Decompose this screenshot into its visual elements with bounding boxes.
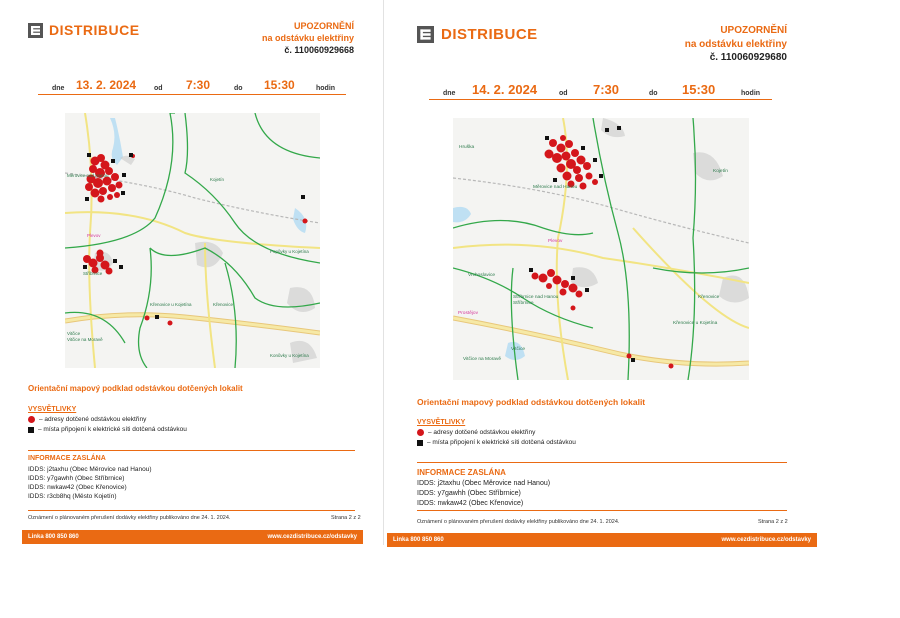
- legend-connection-text: – místa připojení k elektrické síti dotčená odstávkou: [38, 426, 187, 433]
- notice-number: č. 110060929668: [284, 45, 354, 56]
- map-label: Stříbrnice: [513, 301, 534, 306]
- legend-address-text: – adresy dotčené odstávkou elektřiny: [39, 416, 147, 423]
- map-label: Hruška: [459, 145, 475, 150]
- logo-text: DISTRIBUCE: [49, 22, 140, 38]
- idds-line: IDDS: y7gawhh (Obec Stříbrnice): [28, 475, 125, 483]
- notice-number: č. 110060929680: [709, 52, 787, 63]
- outage-date-row: [38, 77, 346, 95]
- outage-notice-page-1: [0, 0, 380, 560]
- map-label: Vitčice na Moravě: [67, 337, 103, 342]
- footer-bar: [22, 530, 363, 544]
- label-hours: hodin: [316, 85, 336, 92]
- label-to: do: [234, 85, 243, 92]
- map-label: Vitčice: [511, 347, 526, 352]
- legend-title: VYSVĚTLIVKY: [417, 419, 466, 426]
- cez-distribuce-logo: [417, 26, 538, 43]
- outage-date: 13. 2. 2024: [76, 78, 137, 92]
- map-label: Vrchoslavice: [468, 273, 496, 278]
- map-label: Křenovice: [213, 302, 234, 307]
- outage-map-image: [453, 118, 749, 380]
- map-label: Stříbrnice: [83, 271, 103, 276]
- outage-map-image: [65, 113, 320, 368]
- label-from: od: [154, 85, 163, 92]
- label-to: do: [649, 90, 658, 97]
- legend-address-text: – adresy dotčené odstávkou elektřiny: [428, 429, 536, 436]
- legend-connection: [28, 426, 187, 433]
- red-dot-icon: [28, 416, 35, 423]
- label-day: dne: [443, 90, 456, 97]
- red-dot-icon: [417, 429, 424, 436]
- map-label: Konůvky u Kojetína: [270, 353, 309, 358]
- page-separator: [383, 0, 384, 545]
- logo-text: DISTRIBUCE: [441, 26, 538, 43]
- footer-bar: [387, 533, 817, 547]
- legend-address: [417, 429, 535, 436]
- notice-subtitle: na odstávku elektřiny: [684, 38, 787, 50]
- map-label: Prostějov: [458, 311, 478, 316]
- outage-date: 14. 2. 2024: [472, 82, 538, 97]
- map-label: Plevov: [548, 239, 563, 244]
- idds-line: IDDS: j2taxhu (Obec Měrovice nad Hanou): [28, 466, 152, 473]
- map-label: Kojetín: [713, 169, 728, 174]
- publication-note: Oznámení o plánovaném přerušení dodávky elektřiny publikováno dne 24. 1. 2024.: [28, 515, 231, 521]
- cez-logo-icon: [417, 26, 434, 43]
- idds-line: IDDS: nwkaw42 (Obec Křenovice): [28, 484, 127, 492]
- idds-list: [28, 465, 152, 501]
- legend-connection: [417, 439, 576, 446]
- footer-web-link[interactable]: www.cezdistribuce.cz/odstavky: [267, 534, 357, 540]
- label-day: dne: [52, 85, 65, 92]
- map-label: Měrovice nad Hanou: [67, 173, 109, 178]
- map-label: Plevov: [87, 233, 101, 238]
- notice-subtitle: na odstávku elektřiny: [261, 33, 354, 44]
- divider: [417, 510, 787, 511]
- map-label: Křenovice: [698, 295, 720, 300]
- idds-line: IDDS: y7gawhh (Obec Stříbrnice): [417, 489, 521, 497]
- idds-line: IDDS: nwkaw42 (Obec Křenovice): [417, 499, 524, 507]
- notice-title: UPOZORNĚNÍ: [293, 21, 354, 31]
- cez-logo-icon: [28, 23, 43, 38]
- outage-time-from: 7:30: [593, 82, 620, 97]
- map-label: Kojetín: [210, 177, 225, 182]
- map-label: Popůvky u Kojetína: [270, 249, 309, 254]
- divider: [28, 510, 355, 511]
- idds-list: [417, 479, 550, 508]
- outage-map: [65, 113, 320, 368]
- black-square-icon: [417, 440, 423, 446]
- publication-note: Oznámení o plánovaném přerušení dodávky elektřiny publikováno dne 24. 1. 2024.: [417, 519, 620, 525]
- hotline-phone: Linka 800 850 860: [28, 534, 79, 540]
- label-from: od: [559, 90, 568, 97]
- notice-header: [685, 24, 787, 65]
- divider: [417, 462, 787, 463]
- notice-title: UPOZORNĚNÍ: [720, 25, 787, 36]
- outage-date-row: [429, 82, 772, 100]
- map-label: Vitčice: [67, 331, 81, 336]
- divider: [28, 450, 355, 451]
- info-title: INFORMACE ZASLÁNA: [28, 455, 106, 462]
- footer-web-link[interactable]: www.cezdistribuce.cz/odstavky: [721, 537, 811, 543]
- map-label: Křenovice u Kojetína: [150, 302, 192, 307]
- outage-time-to: 15:30: [682, 82, 716, 97]
- page-number: Strana 2 z 2: [758, 519, 788, 525]
- cez-distribuce-logo: [28, 22, 140, 38]
- hotline-phone: Linka 800 850 860: [393, 537, 444, 543]
- legend-title: VYSVĚTLIVKY: [28, 406, 77, 413]
- outage-time-from: 7:30: [186, 78, 211, 92]
- outage-notice-page-2: [385, 0, 825, 560]
- legend-address: [28, 416, 146, 423]
- outage-map: [453, 118, 749, 380]
- legend-connection-text: – místa připojení k elektrické síti dotčená odstávkou: [427, 439, 576, 446]
- label-hours: hodin: [741, 90, 761, 97]
- map-label: Stříbrnice nad Hanou: [513, 295, 559, 300]
- idds-line: IDDS: j2taxhu (Obec Měrovice nad Hanou): [417, 480, 551, 487]
- map-label: Vitčice na Moravě: [463, 357, 502, 362]
- page-number: Strana 2 z 2: [331, 515, 361, 521]
- map-label: Měrovice nad Hanou: [533, 185, 578, 190]
- map-section-title: Orientační mapový podklad odstávkou dotčených lokalit: [417, 397, 646, 407]
- idds-line: IDDS: r3cb8hq (Město Kojetín): [28, 493, 117, 501]
- notice-header: [262, 20, 354, 56]
- black-square-icon: [28, 427, 34, 433]
- map-section-title: Orientační mapový podklad odstávkou dotčených lokalit: [28, 384, 243, 393]
- outage-time-to: 15:30: [264, 78, 295, 92]
- map-label: Křenovice u Kojetína: [673, 321, 718, 326]
- info-title: INFORMACE ZASLÁNA: [417, 468, 506, 477]
